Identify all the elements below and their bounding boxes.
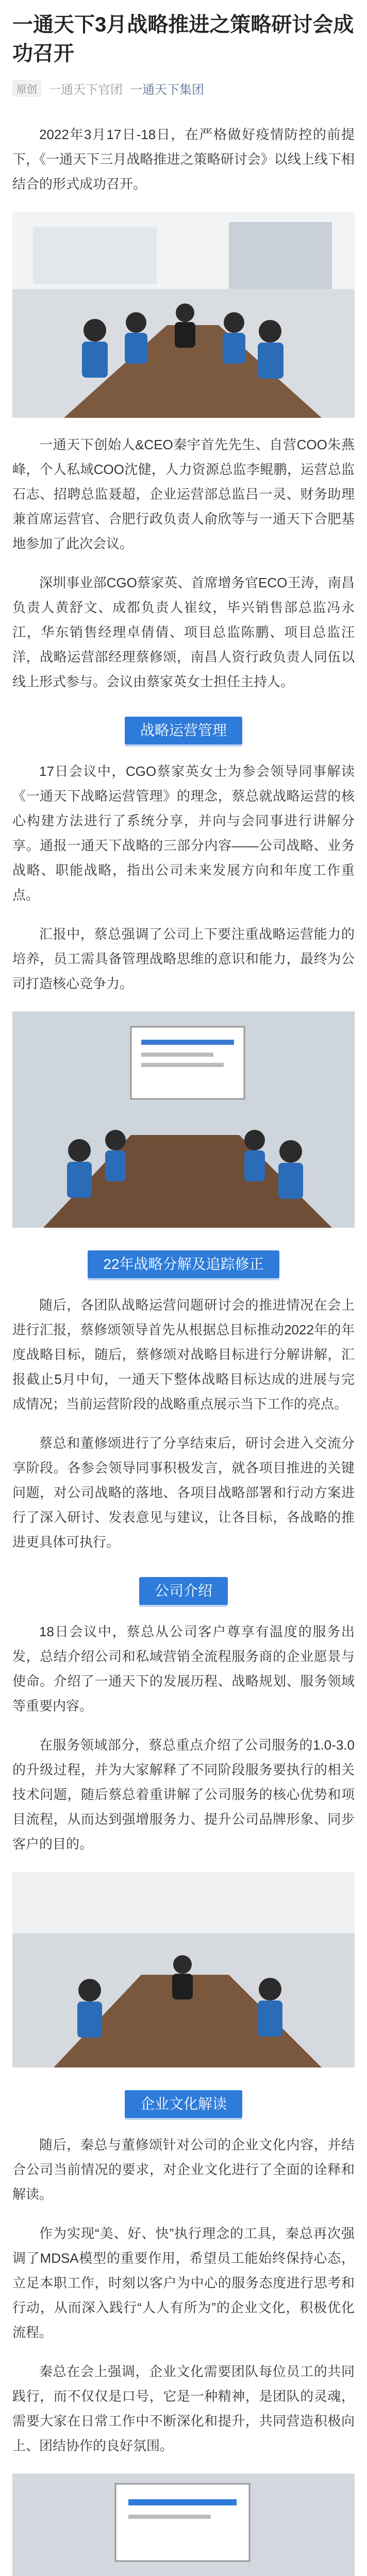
section-company-intro: 公司介绍 xyxy=(139,1577,228,1605)
original-tag: 原创 xyxy=(12,80,41,97)
article-meta xyxy=(12,79,355,97)
discussion-photo xyxy=(12,1872,355,2067)
paragraph: 蔡总和董修颂进行了分享结束后，研讨会进入交流分享阶段。各参会领导同事积极发言，就各项目推进的关键问题，对公司战略的落地、各项目战略部署和行动方案进行了深入研讨、发表意见与建议，让各目标，各战略的推进更具体可执行。 xyxy=(12,1435,355,1550)
paragraph: 2022年3月17日-18日，在严格做好疫情防控的前提下，《一通天下三月战略推进之策略研讨会》以线上线下相结合的形式成功召开。 xyxy=(12,127,355,192)
paragraph: 秦总在会上强调，企业文化需要团队每位员工的共同践行，而不仅仅是口号，它是一种精神，是团队的灵魂，需要大家在日常工作中不断深化和提升，共同营造积极向上、团结协作的良好氛围。 xyxy=(12,2364,355,2453)
presentation-photo xyxy=(12,1011,355,1228)
paragraph: 作为实现“美、好、快”执行理念的工具，秦总再次强调了MDSA模型的重要作用，希望员工能始终保持心态，立足本职工作，时刻以客户为中心的服务态度进行思考和行动，从而深入践行“人人有所为”的企业文化，积极优化流程。 xyxy=(12,2226,355,2340)
paragraph: 随后，秦总与董修颂针对公司的企业文化内容，并结合公司当前情况的要求，对企业文化进行了全面的诠释和解读。 xyxy=(12,2137,355,2202)
speaker-photo xyxy=(12,2473,355,2576)
paragraph: 17日会议中，CGO蔡家英女士为参会领导同事解读《一通天下战略运营管理》的理念，蔡总就战略运营的核心构建方法进行了系统分享，并向与会同事进行讲解分享。通报一通天下战略的三部分内容——公司战略、业务战略、职能战略，指出公司未来发展方向和年度工作重点。 xyxy=(12,764,355,903)
section-goal-breakdown: 22年战略分解及追踪修正 xyxy=(88,1250,279,1278)
account-link[interactable]: 一通天下集团 xyxy=(130,83,204,97)
paragraph: 18日会议中，蔡总从公司客户尊享有温度的服务出发，总结介绍公司和私域营销全流程服务商的企业愿景与使命。介绍了一通天下的发展历程、战略规划、服务领域等重要内容。 xyxy=(12,1624,355,1714)
paragraph: 汇报中，蔡总强调了公司上下要注重战略运营能力的培养，员工需具备管理战略思维的意识和能力，最终为公司打造核心竞争力。 xyxy=(12,926,355,991)
meeting-photo xyxy=(12,212,355,418)
section-strategy-ops: 战略运营管理 xyxy=(125,717,242,744)
section-culture: 企业文化解读 xyxy=(125,2090,242,2118)
paragraph: 在服务领域部分，蔡总重点介绍了公司服务的1.0-3.0的升级过程，并为大家解释了不同阶段服务要执行的相关技术问题，随后蔡总着重讲解了公司服务的核心优势和项目流程，从而达到强增服务力、提升公司品牌形象、同步客户的目的。 xyxy=(12,1737,355,1852)
paragraph: 一通天下创始人&CEO秦宇首先先生、自营COO朱燕峰，个人私域COO沈健，人力资源总监李鲲鹏，运营总监石志、招聘总监聂超，企业运营部总监吕一灵、财务助理兼首席运营官、合肥行政负责人俞欣等与一通天下合肥基地参加了此次会议。 xyxy=(12,437,355,551)
article-title: 一通天下3月战略推进之策略研讨会成功召开 xyxy=(12,13,354,65)
paragraph: 深圳事业部CGO蔡家英、首席增务官ECO王涛，南昌负责人黄舒文、成都负责人崔纹，毕兴销售部总监冯永江，华东销售经理卓倩倩、项目总监陈鹏、项目总监汪洋，战略运营部经理蔡修颂，南昌人资行政负责人同伍以线上形式参与。会议由蔡家英女士担任主持人。 xyxy=(12,575,355,689)
paragraph: 随后，各团队战略运营问题研讨会的推进情况在会上进行汇报，蔡修颂领导首先从根据总目标推动2022年的年度战略目标，随后，蔡修颂对战略目标进行分解讲解，汇报截止5月中旬，一通天下整体战略目标达成的进展与完成情况；当前运营阶段的战略重点展示当下工作的亮点。 xyxy=(12,1297,355,1412)
article-author: 一通天下官团 xyxy=(48,83,123,97)
